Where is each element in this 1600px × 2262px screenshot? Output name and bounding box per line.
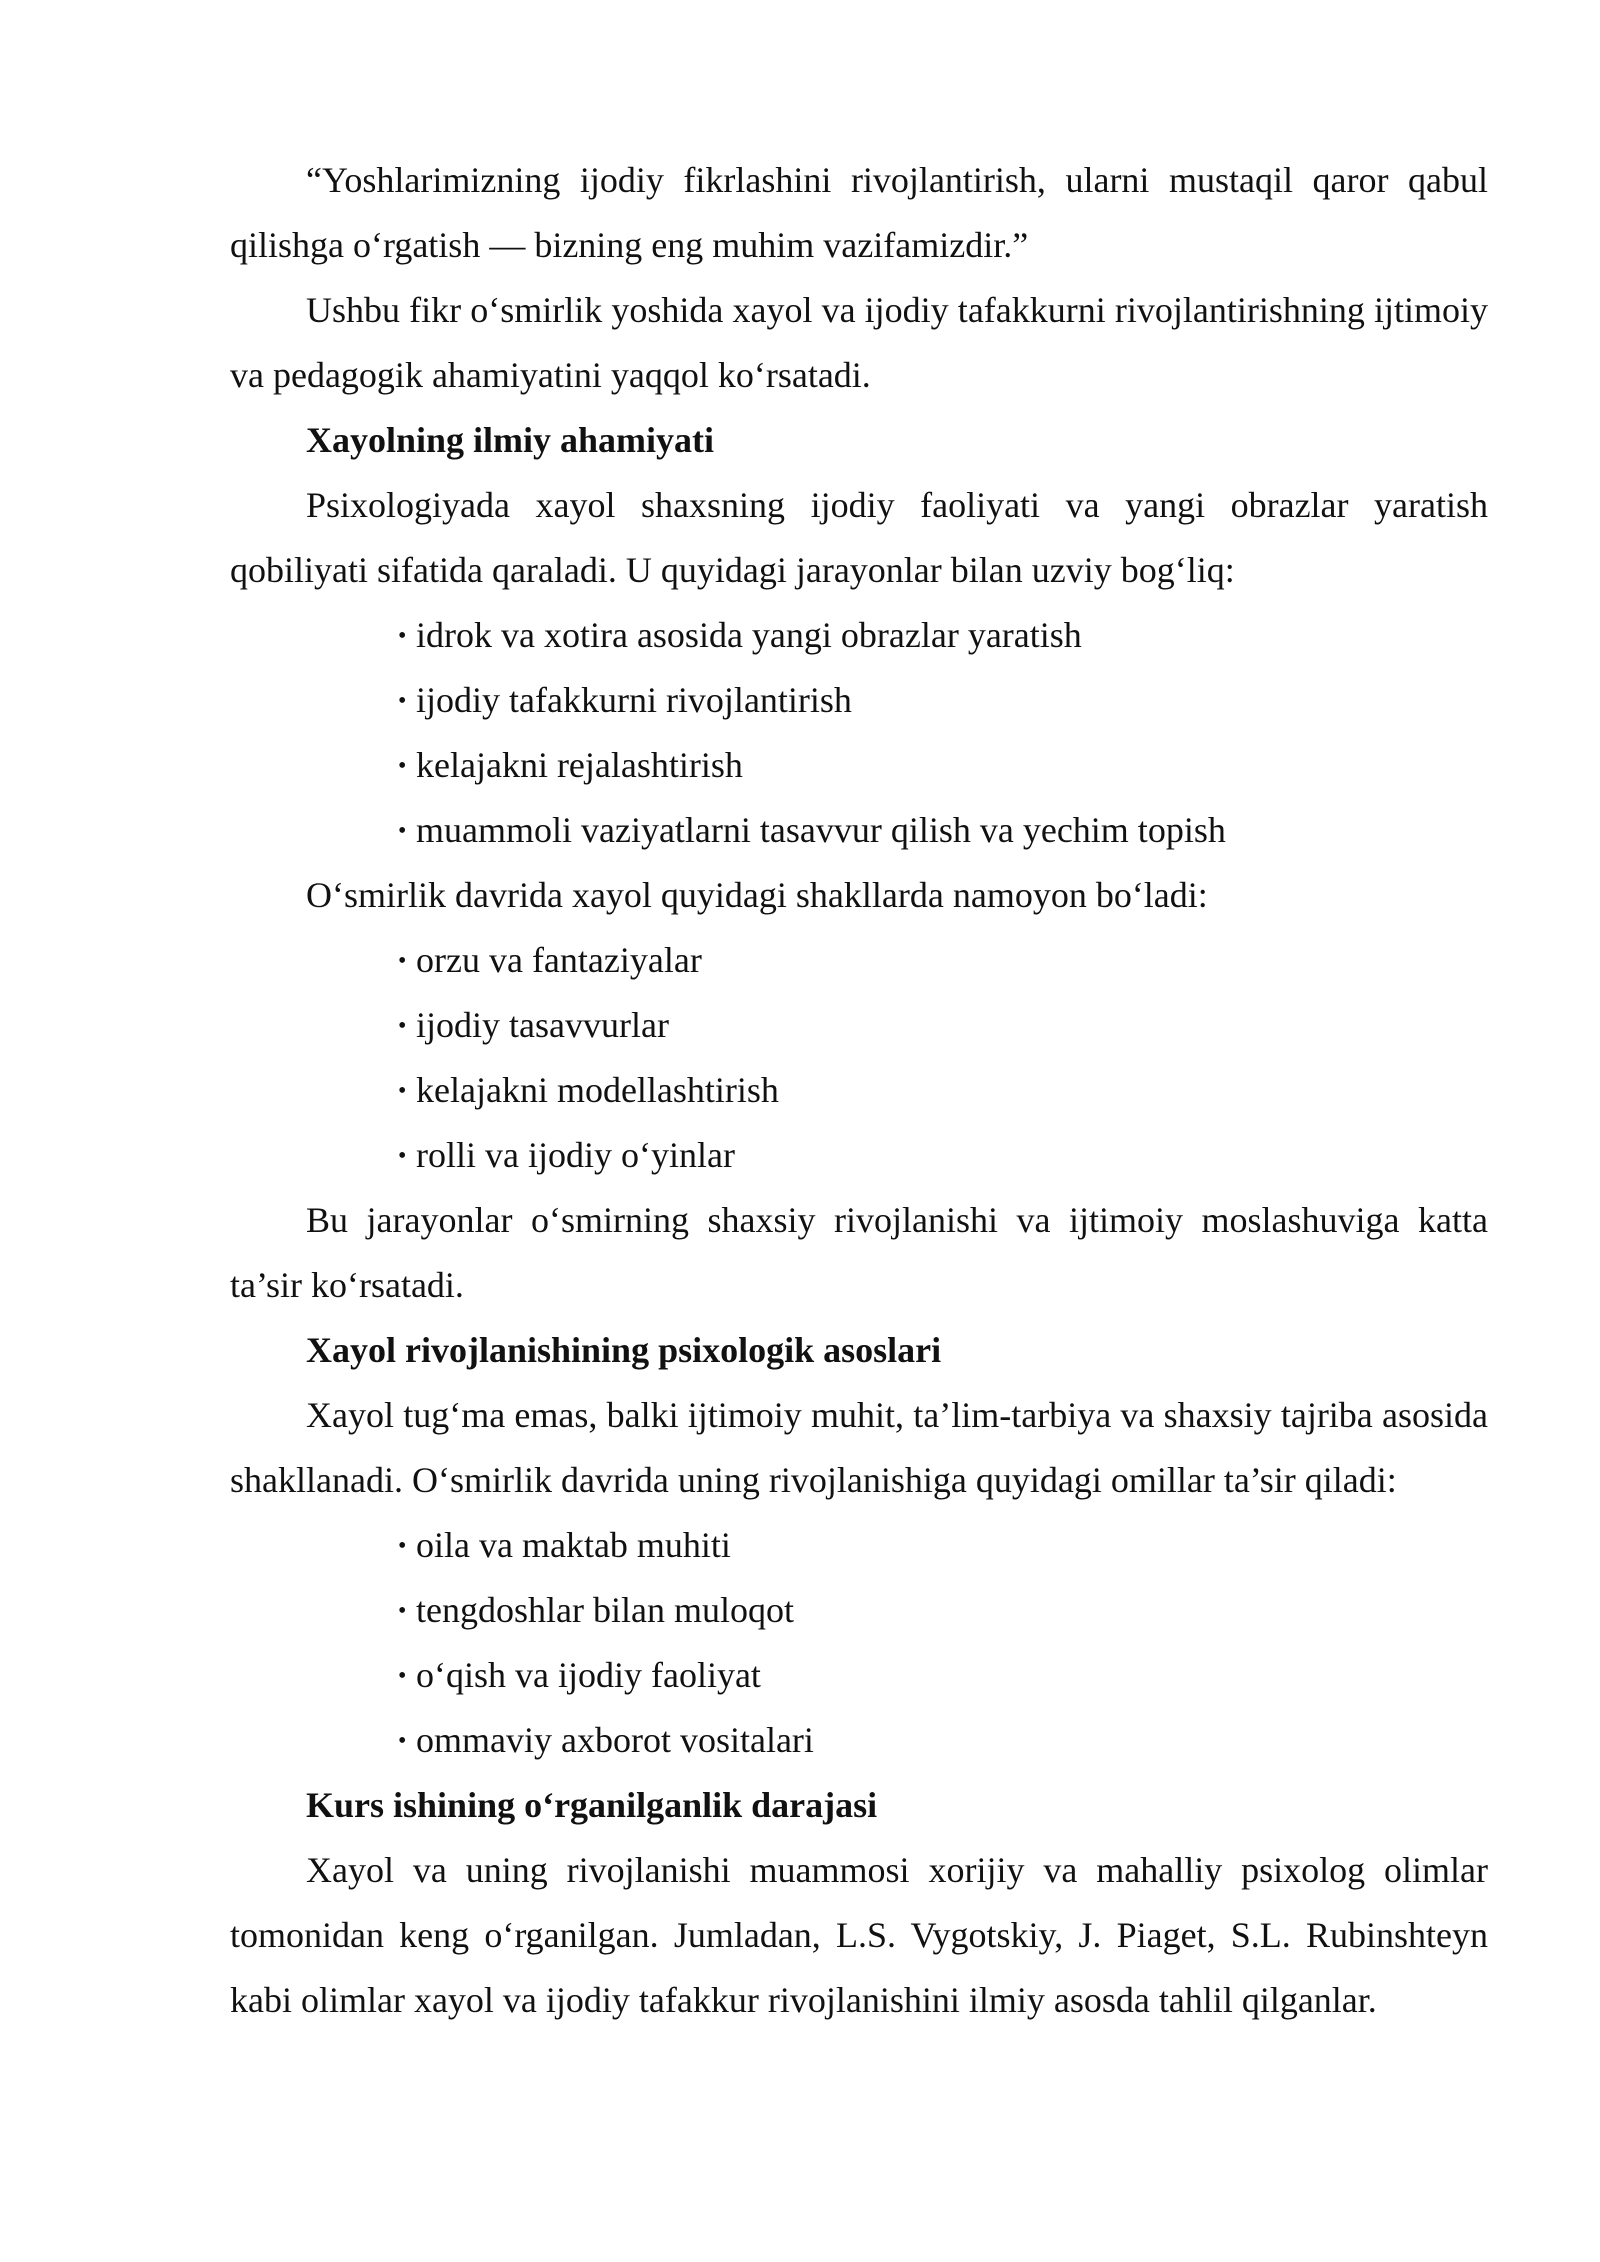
list-item-text: kelajakni rejalashtirish <box>416 745 743 785</box>
page-body <box>230 148 1488 2033</box>
list-item <box>398 993 1488 1058</box>
bullet-icon: • <box>398 1013 407 1039</box>
bullet-icon: • <box>398 688 407 714</box>
list-item-text: tengdoshlar bilan muloqot <box>416 1590 794 1630</box>
section-heading: Xayol rivojlanishining psixologik asoslari <box>306 1330 942 1370</box>
quote-paragraph: “Yoshlarimizning ijodiy fikrlashini rivojlantirish, ularni mustaqil qaror qabul qilishga o‘rgatish — bizning eng muhim vazifamizdir.” <box>230 160 1488 265</box>
body-paragraph: Psixologiyada xayol shaxsning ijodiy faoliyati va yangi obrazlar yaratish qobiliyati sifatida qaraladi. U quyidagi jarayonlar bilan uzviy bog‘liq: <box>230 485 1488 590</box>
list-item-text: ijodiy tasavvurlar <box>416 1005 669 1045</box>
list-item <box>398 928 1488 993</box>
section-heading: Xayolning ilmiy ahamiyati <box>306 420 715 460</box>
list-item-text: muammoli vaziyatlarni tasavvur qilish va yechim topish <box>416 810 1226 850</box>
intro-paragraph: Ushbu fikr o‘smirlik yoshida xayol va ijodiy tafakkurni rivojlantirishning ijtimoiy va pedagogik ahamiyatini yaqqol ko‘rsatadi. <box>230 290 1488 395</box>
list-item <box>398 1123 1488 1188</box>
list-item <box>398 668 1488 733</box>
bullet-icon: • <box>398 753 407 779</box>
bullet-list <box>230 1513 1488 1773</box>
list-item <box>398 1578 1488 1643</box>
body-paragraph: Bu jarayonlar o‘smirning shaxsiy rivojlanishi va ijtimoiy moslashuviga katta ta’sir ko‘rsatadi. <box>230 1200 1488 1305</box>
list-item-text: o‘qish va ijodiy faoliyat <box>416 1655 761 1695</box>
body-paragraph: O‘smirlik davrida xayol quyidagi shakllarda namoyon bo‘ladi: <box>306 875 1208 915</box>
bullet-icon: • <box>398 948 407 974</box>
list-item-text: idrok va xotira asosida yangi obrazlar yaratish <box>416 615 1082 655</box>
bullet-icon: • <box>398 818 407 844</box>
list-item-text: ommaviy axborot vositalari <box>416 1720 814 1760</box>
list-item <box>398 1513 1488 1578</box>
list-item <box>398 1643 1488 1708</box>
body-paragraph: Xayol tug‘ma emas, balki ijtimoiy muhit, ta’lim-tarbiya va shaxsiy tajriba asosida shakllanadi. O‘smirlik davrida uning rivojlanishiga quyidagi omillar ta’sir qiladi: <box>230 1395 1488 1500</box>
list-item-text: ijodiy tafakkurni rivojlantirish <box>416 680 852 720</box>
bullet-icon: • <box>398 1533 407 1559</box>
list-item <box>398 1058 1488 1123</box>
section-heading: Kurs ishining o‘rganilganlik darajasi <box>306 1785 878 1825</box>
bullet-icon: • <box>398 1143 407 1169</box>
list-item <box>398 733 1488 798</box>
list-item <box>398 1708 1488 1773</box>
list-item <box>398 798 1488 863</box>
list-item-text: orzu va fantaziyalar <box>416 940 702 980</box>
bullet-list <box>230 603 1488 863</box>
bullet-icon: • <box>398 1663 407 1689</box>
bullet-icon: • <box>398 1598 407 1624</box>
bullet-icon: • <box>398 623 407 649</box>
list-item-text: rolli va ijodiy o‘yinlar <box>416 1135 735 1175</box>
body-paragraph: Xayol va uning rivojlanishi muammosi xorijiy va mahalliy psixolog olimlar tomonidan keng o‘rganilgan. Jumladan, L.S. Vygotskiy, J. Piaget, S.L. Rubinshteyn kabi olimlar xayol va ijodiy tafakkur rivojlanishini ilmiy asosda tahlil qilganlar. <box>230 1850 1488 2020</box>
bullet-icon: • <box>398 1078 407 1104</box>
bullet-icon: • <box>398 1728 407 1754</box>
list-item <box>398 603 1488 668</box>
list-item-text: kelajakni modellashtirish <box>416 1070 779 1110</box>
bullet-list <box>230 928 1488 1188</box>
list-item-text: oila va maktab muhiti <box>416 1525 731 1565</box>
